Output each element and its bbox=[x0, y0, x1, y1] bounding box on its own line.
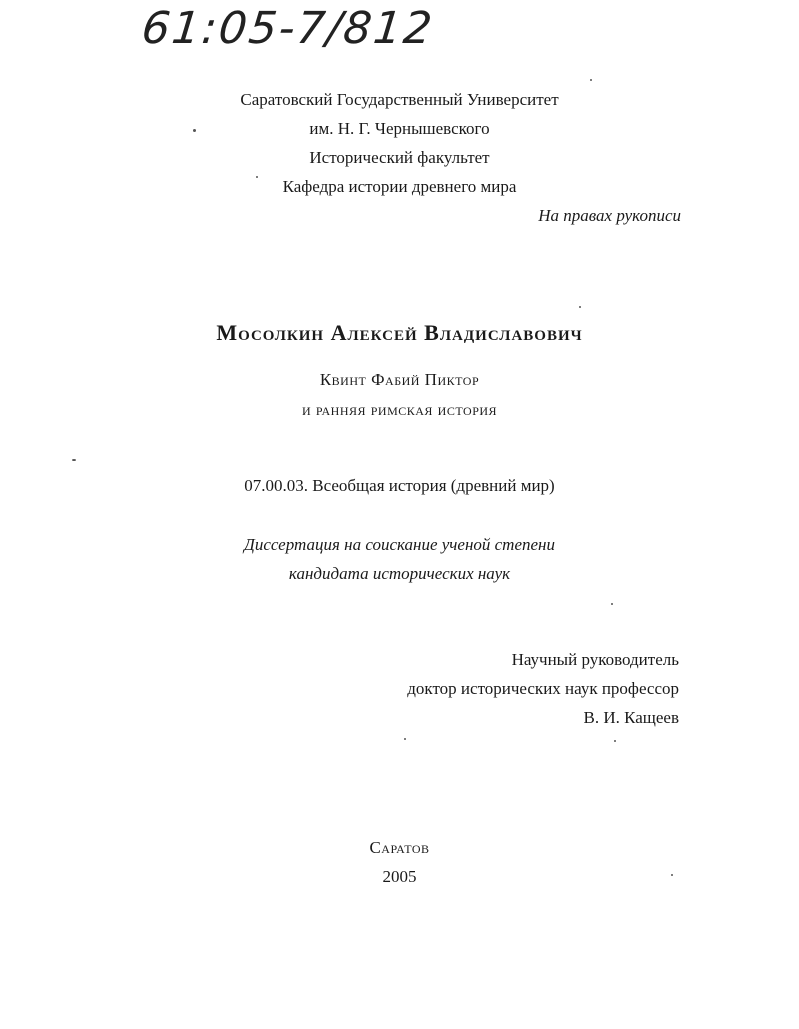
city-name: Саратов bbox=[369, 838, 430, 857]
university-named-after: им. Н. Г. Чернышевского bbox=[309, 119, 490, 138]
scan-speck bbox=[611, 603, 613, 605]
year: 2005 bbox=[382, 867, 417, 886]
university-name: Саратовский Государственный Университет bbox=[240, 90, 559, 109]
scan-speck bbox=[256, 176, 258, 178]
dissertation-title-line2: и ранняя римская история bbox=[301, 400, 498, 419]
department-name: Кафедра истории древнего мира bbox=[282, 177, 517, 196]
scan-speck bbox=[671, 874, 673, 876]
supervisor-label: Научный руководитель bbox=[511, 650, 679, 669]
dissertation-title-line1: Квинт Фабий Пиктор bbox=[319, 370, 480, 389]
scan-speck bbox=[614, 740, 616, 742]
manuscript-note: На правах рукописи bbox=[538, 206, 681, 225]
degree-line2: кандидата исторических наук bbox=[288, 564, 511, 583]
scan-speck bbox=[590, 79, 592, 81]
supervisor-name: В. И. Кащеев bbox=[583, 708, 679, 727]
author-name: Мосолкин Алексей Владиславович bbox=[216, 320, 583, 345]
archive-code-handwritten: 61:05-7/812 bbox=[139, 3, 437, 54]
supervisor-degree: доктор исторических наук профессор bbox=[407, 679, 679, 698]
degree-line1: Диссертация на соискание ученой степени bbox=[244, 535, 555, 554]
specialty-code: 07.00.03. Всеобщая история (древний мир) bbox=[244, 476, 555, 495]
faculty-name: Исторический факультет bbox=[309, 148, 490, 167]
scan-speck bbox=[579, 306, 581, 308]
scan-speck bbox=[404, 738, 406, 740]
scan-speck bbox=[193, 129, 196, 132]
scan-speck bbox=[72, 459, 76, 461]
